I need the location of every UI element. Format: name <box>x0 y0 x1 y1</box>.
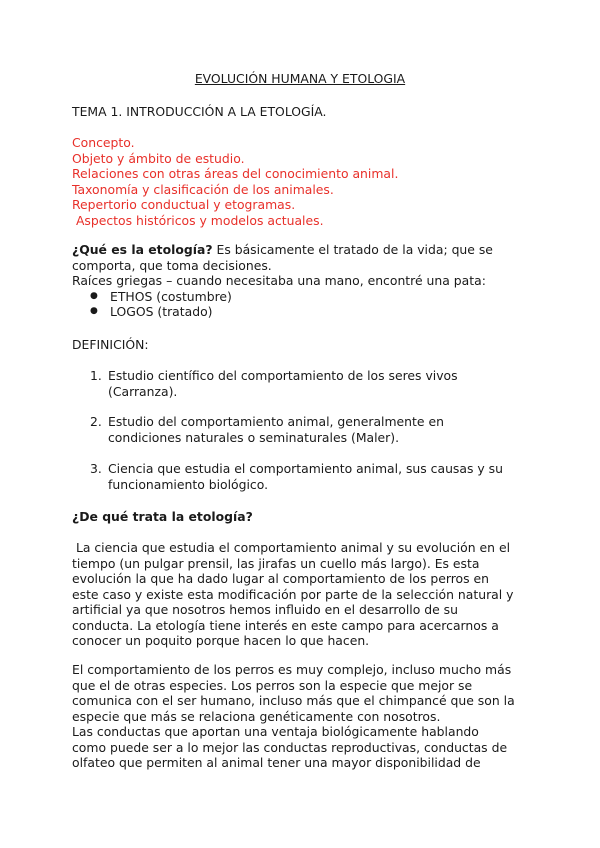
topic-item: Objeto y ámbito de estudio. <box>72 150 245 166</box>
definition-line: (Carranza). <box>108 383 178 399</box>
que-es-section <box>72 242 528 320</box>
definition-line: Ciencia que estudia el comportamiento animal, sus causas y su <box>108 461 503 476</box>
de-que-trata-heading: ¿De qué trata la etología? <box>72 509 253 524</box>
definition-text <box>108 368 528 399</box>
definition-text <box>108 414 528 445</box>
paragraph-line: que el de otras especies. Los perros son la especie que mejor se <box>72 677 473 693</box>
paragraph-line: La ciencia que estudia el comportamiento animal y su evolución en el <box>72 540 511 555</box>
que-es-answer: Es básicamente el tratado de la vida; que se <box>212 242 493 257</box>
definition-text <box>108 461 528 492</box>
topic-item: Aspectos históricos y modelos actuales. <box>72 212 324 228</box>
definition-line: funcionamiento biológico. <box>108 476 269 492</box>
roots-list <box>72 289 528 320</box>
topic-list <box>72 135 528 228</box>
definition-line: Estudio del comportamiento animal, generalmente en <box>108 414 444 429</box>
definition-line: condiciones naturales o seminaturales (Maler). <box>108 429 400 445</box>
roots-item-ethos: ● ETHOS (costumbre) <box>72 289 528 305</box>
que-es-answer-cont: comporta, que toma decisiones. <box>72 257 272 273</box>
roots-item-logos: ● LOGOS (tratado) <box>72 304 528 320</box>
paragraph-line: tiempo (un pulgar prensil, las jirafas un cuello más largo). Es esta <box>72 555 480 571</box>
definition-number: 2. <box>90 414 102 429</box>
paragraph-line: comunica con el ser humano, incluso más que el chimpancé que son la <box>72 693 515 708</box>
paragraph-line: olfateo que permiten al animal tener una mayor disponibilidad de <box>72 755 481 770</box>
que-es-question: ¿Qué es la etología? <box>72 242 213 257</box>
paragraph-line: El comportamiento de los perros es muy complejo, incluso mucho más <box>72 662 512 677</box>
paragraph-line: conocer un poquito porque hacen lo que hacen. <box>72 633 370 648</box>
que-es-line-1 <box>72 242 528 258</box>
topic-item: Concepto. <box>72 135 135 150</box>
definition-number: 1. <box>90 368 102 383</box>
paragraph-line: artificial ya que nosotros hemos influido en el desarrollo de su <box>72 602 458 617</box>
definition-number: 3. <box>90 461 102 476</box>
topic-item: Taxonomía y clasificación de los animales. <box>72 181 334 197</box>
paragraph-line: conducta. La etología tiene interés en este campo para acercarnos a <box>72 617 499 633</box>
definicion-heading: DEFINICIÓN: <box>72 337 149 352</box>
paragraph-line: este caso y existe esta modificación por parte de la selección natural y <box>72 586 514 602</box>
paragraph-2 <box>72 662 528 771</box>
paragraph-line: Las conductas que aportan una ventaja biológicamente hablando <box>72 724 479 739</box>
tema-heading: TEMA 1. INTRODUCCIÓN A LA ETOLOGÍA. <box>72 104 327 119</box>
roots-line: Raíces griegas – cuando necesitaba una mano, encontré una pata: <box>72 273 486 288</box>
document-title: EVOLUCIÓN HUMANA Y ETOLOGIA <box>194 71 406 86</box>
paragraph-line: evolución la que ha dado lugar al comportamiento de los perros en <box>72 571 490 586</box>
definition-line: Estudio científico del comportamiento de los seres vivos <box>108 368 458 383</box>
paragraph-line: especie que más se relaciona genéticamente con nosotros. <box>72 708 441 724</box>
paragraph-1 <box>72 540 528 649</box>
topic-item: Repertorio conductual y etogramas. <box>72 197 296 212</box>
paragraph-line: como puede ser a lo mejor las conductas reproductivas, conductas de <box>72 739 508 755</box>
topic-item: Relaciones con otras áreas del conocimiento animal. <box>72 166 399 181</box>
